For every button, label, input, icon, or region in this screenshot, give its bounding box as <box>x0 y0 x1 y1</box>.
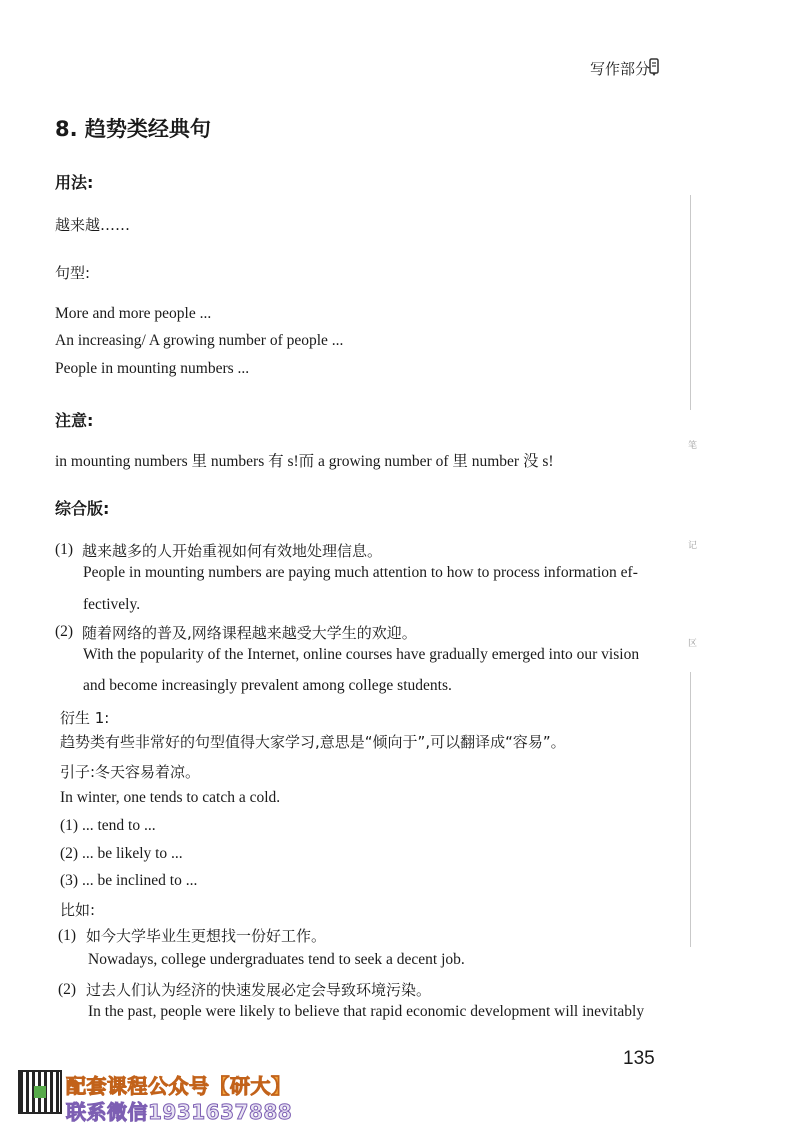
margin-rule <box>690 195 691 410</box>
item-number: (1) <box>55 541 74 558</box>
running-header: 写作部分 <box>589 60 650 78</box>
note-text: in mounting numbers 里 numbers 有 s!而 a growing number of 里 number 没 s! <box>55 453 554 470</box>
item-chinese: 随着网络的普及,网络课程越来越受大学生的欢迎。 <box>82 624 417 642</box>
example-chinese: 过去人们认为经济的快速发展必定会导致环境污染。 <box>86 981 432 999</box>
option-line: (3) ... be inclined to ... <box>60 872 198 889</box>
derived-intro: 趋势类有些非常好的句型值得大家学习,意思是“倾向于”,可以翻译成“容易”。 <box>60 733 566 751</box>
item-english: People in mounting numbers are paying much attention to how to process information ef- <box>83 564 638 581</box>
example-number: (1) <box>58 927 77 944</box>
pattern-label: 句型: <box>55 264 91 282</box>
qr-code-icon <box>18 1070 62 1114</box>
derived-title: 衍生 1: <box>60 709 110 727</box>
example-label: 比如: <box>60 901 96 919</box>
item-chinese: 越来越多的人开始重视如何有效地处理信息。 <box>82 542 383 560</box>
option-line: (1) ... tend to ... <box>60 817 156 834</box>
lead-english: In winter, one tends to catch a cold. <box>60 789 281 806</box>
example-chinese: 如今大学毕业生更想找一份好工作。 <box>86 927 327 945</box>
item-number: (2) <box>55 623 74 640</box>
margin-note: 笔 <box>688 441 698 451</box>
note-label: 注意: <box>55 411 94 430</box>
example-number: (2) <box>58 981 77 998</box>
pattern-line: More and more people ... <box>55 305 212 322</box>
usage-meaning: 越来越…… <box>55 216 131 234</box>
example-english: Nowadays, college undergraduates tend to seek a decent job. <box>88 951 465 968</box>
pen-icon <box>648 58 660 76</box>
pattern-line: An increasing/ A growing number of people ... <box>55 332 344 349</box>
margin-note: 区 <box>688 639 698 649</box>
lead-label: 引子:冬天容易着凉。 <box>60 763 201 781</box>
combined-label: 综合版: <box>55 499 110 518</box>
margin-note: 记 <box>688 541 698 551</box>
watermark-line: 配套课程公众号【研大】 <box>66 1074 292 1098</box>
usage-label: 用法: <box>55 173 94 192</box>
example-english: In the past, people were likely to believe that rapid economic development will inevitably <box>88 1003 645 1020</box>
item-english-cont: and become increasingly prevalent among college students. <box>83 677 452 694</box>
page-number: 135 <box>623 1048 655 1069</box>
pattern-line: People in mounting numbers ... <box>55 360 250 377</box>
section-title: 8. 趋势类经典句 <box>55 117 211 141</box>
watermark-line: 联系微信1931637888 <box>66 1100 293 1124</box>
item-english: With the popularity of the Internet, online courses have gradually emerged into our vision <box>83 646 640 663</box>
margin-rule <box>690 672 691 947</box>
option-line: (2) ... be likely to ... <box>60 845 183 862</box>
item-english-cont: fectively. <box>83 596 141 613</box>
